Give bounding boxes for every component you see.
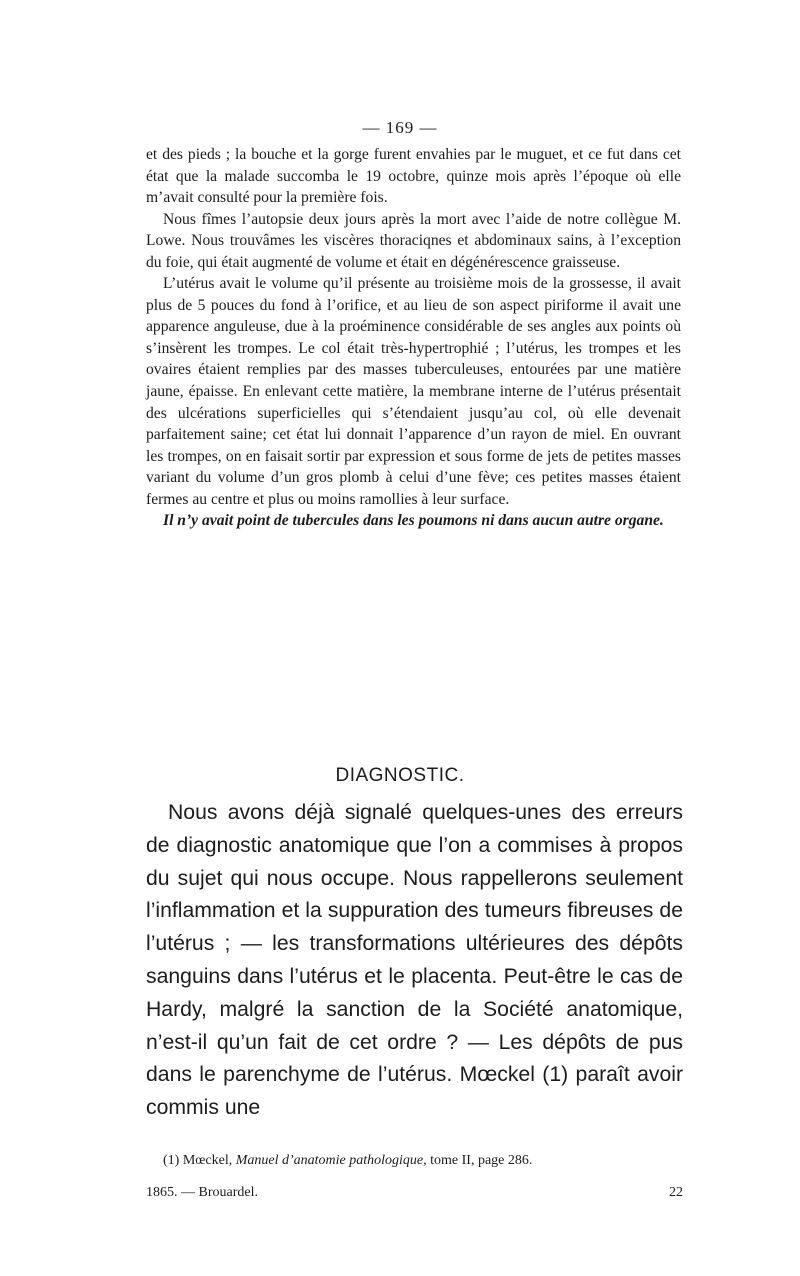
footnote [163, 1152, 683, 1170]
paragraph: Nous avons déjà signalé quelques-unes des erreurs de diagnostic anatomique que l’on a commises à propos du sujet qui nous occupe. Nous rappellerons seulement l’inflammation et la suppuration des tumeurs fibreuses de l’utérus ; — les transformations ultérieures des dépôts sanguins dans l’utérus et le placenta. Peut-être le cas de Hardy, malgré la sanction de la Société anatomique, n’est-il qu’un fait de cet ordre ? — Les dépôts de pus dans le parenchyme de l’utérus. Mœckel (1) paraît avoir commis une [146, 801, 683, 1120]
paragraph: Nous fîmes l’autopsie deux jours après la mort avec l’aide de notre collègue M. Lowe. Nous trouvâmes les viscères thoraciqnes et abdominaux sains, à l’exception du foie, qui était augmenté de volume et était en dégénérescence graisseuse. [146, 210, 681, 271]
footnote-author: Mœckel, [182, 1153, 233, 1168]
footer-sheet-number: 22 [669, 1185, 683, 1200]
paragraph: et des pieds ; la bouche et la gorge furent envahies par le muguet, et ce fut dans cet état que la malade succomba le 19 octobre, quinze mois après l’époque où elle m’avait consulté pour la première fois. [146, 146, 681, 207]
footer-signature: 1865. — Brouardel. [146, 1185, 258, 1200]
footnote-title: Manuel d’anatomie pathologique, [235, 1153, 427, 1168]
footnote-reference: tome II, page 286. [430, 1153, 533, 1168]
section-heading: DIAGNOSTIC. [335, 765, 465, 786]
body-text-upper [146, 144, 681, 532]
italic-paragraph: Il n’y avait point de tubercules dans les poumons ni dans aucun autre organe. [163, 512, 664, 530]
page-number: — 169 — [362, 118, 438, 137]
body-text-lower [146, 797, 683, 1125]
paragraph: L’utérus avait le volume qu’il présente au troisième mois de la grossesse, il avait plus de 5 pouces du fond à l’orifice, et au lieu de son aspect piriforme il avait une apparence anguleuse, due à la proéminence considérable de ses angles aux points où s’insèrent les trompes. Le col était très-hypertrophié ; l’utérus, les trompes et les ovaires étaient remplies par des masses tuberculeuses, entourées par une matière jaune, épaisse. En enlevant cette matière, la membrane interne de l’utérus présentait des ulcérations superficielles qui s’étendaient jusqu’au col, où elle devenait parfaitement saine; cet état lui donnait l’apparence d’un rayon de miel. En ouvrant les trompes, on en faisait sortir par expression et sous forme de jets de petites masses variant du volume d’un gros plomb à celui d’une fève; ces petites masses étaient fermes au centre et plus ou moins ramollies à leur surface. [146, 275, 681, 508]
footnote-marker: (1) [163, 1153, 180, 1168]
